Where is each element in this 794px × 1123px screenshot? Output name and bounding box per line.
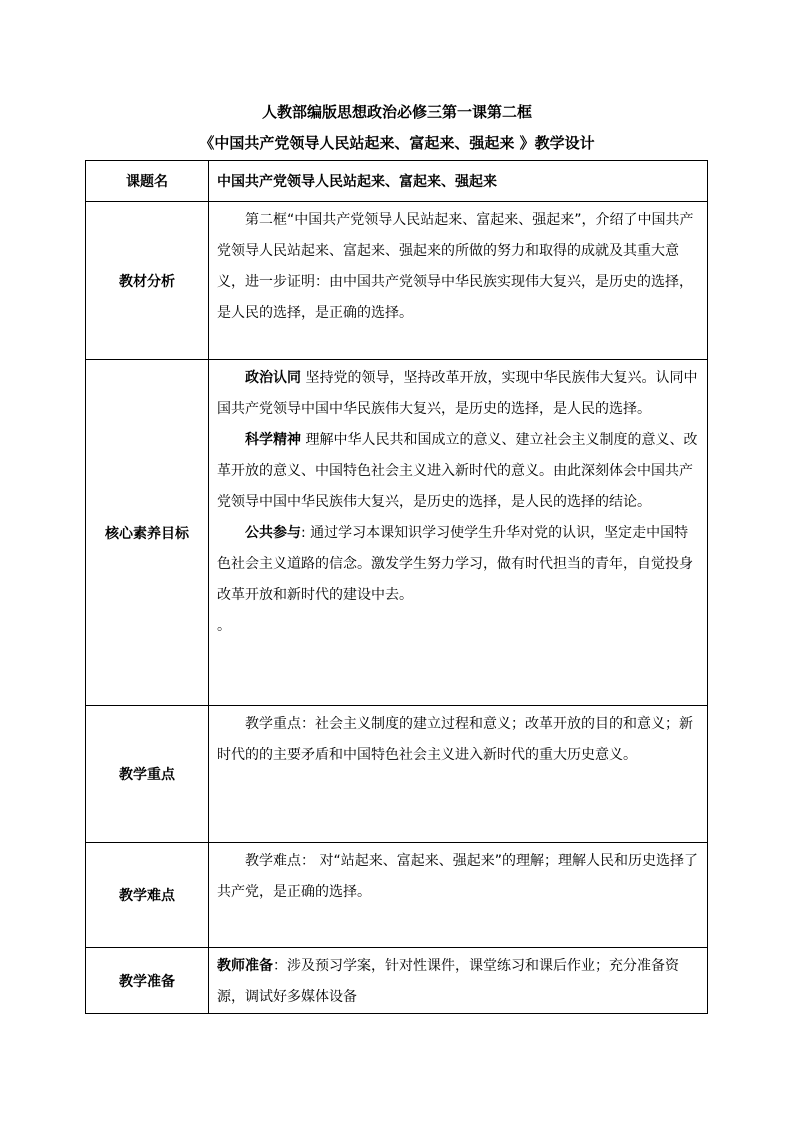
preparation-term: 教师准备 [217,958,273,974]
document-subtitle: 《中国共产党领导人民站起来、富起来、强起来 》教学设计 [199,134,595,152]
goals-label: 核心素养目标 [86,360,209,706]
key-points-label: 教学重点 [86,706,209,843]
preparation-content [209,948,708,1014]
difficulties-text: 教学难点： 对“站起来、富起来、强起来”的理解；理解人民和历史选择了共产党，是正确的选择。 [217,853,698,900]
analysis-text: 第二框“中国共产党领导人民站起来、富起来、强起来”，介绍了中国共产党领导人民站起来、富起来、强起来的所做的努力和取得的成就及其重大意义，进一步证明：由中国共产党领导中华民族实现伟大复兴，是历史的选择，是人民的选择，是正确的选择。 [217,212,694,321]
goal-text: 坚持党的领导，坚持改革开放，实现中华民族伟大复兴。认同中国共产党领导中国中华民族伟大复兴，是历史的选择，是人民的选择。 [217,370,698,417]
goal-text: : 通过学习本课知识学习使学生升华对党的认识，坚定走中国特色社会主义道路的信念。激发学生努力学习，做有时代担当的青年，自觉投身改革开放和新时代的建设中去。 [217,525,693,603]
table-row-preparation [86,948,708,1014]
topic-label: 课题名 [86,161,209,202]
goal-term: 政治认同 [245,370,301,386]
difficulties-content [209,843,708,948]
preparation-text [217,951,701,1013]
table-row-goals [86,360,708,706]
document-title: 人教部编版思想政治必修三第一课第二框 [261,103,532,121]
table-row-difficulties [86,843,708,948]
preparation-label: 教学准备 [86,948,209,1014]
key-points-text: 教学重点：社会主义制度的建立过程和意义；改革开放的目的和意义；新时代的的主要矛盾和中国特色社会主义进入新时代的重大历史意义。 [217,716,693,763]
goal-term: 科学精神 [245,432,301,448]
analysis-content [209,202,708,360]
table-row-key-points [86,706,708,843]
goal-political-identity [217,363,701,425]
goal-public-participation [217,518,701,611]
key-points-content [209,706,708,843]
preparation-detail: ：涉及预习学案，针对性课件，课堂练习和课后作业；充分准备资源，调试好多媒体设备 [217,958,679,1005]
topic-value: 中国共产党领导人民站起来、富起来、强起来 [209,161,708,202]
lesson-design-table [85,160,708,1014]
difficulties-label: 教学难点 [86,843,209,948]
table-row-analysis [86,202,708,360]
table-row-topic [86,161,708,202]
analysis-label: 教材分析 [86,202,209,360]
goals-content [209,360,708,706]
goal-text: 理解中华人民共和国成立的意义、建立社会主义制度的意义、改革开放的意义、中国特色社会主义进入新时代的意义。由此深刻体会中国共产党领导中国中华民族伟大复兴，是历史的选择，是人民的选择的结论。 [217,432,698,510]
goals-trailing: 。 [217,618,231,634]
goal-scientific-spirit [217,425,701,518]
goal-term: 公共参与 [245,525,301,541]
